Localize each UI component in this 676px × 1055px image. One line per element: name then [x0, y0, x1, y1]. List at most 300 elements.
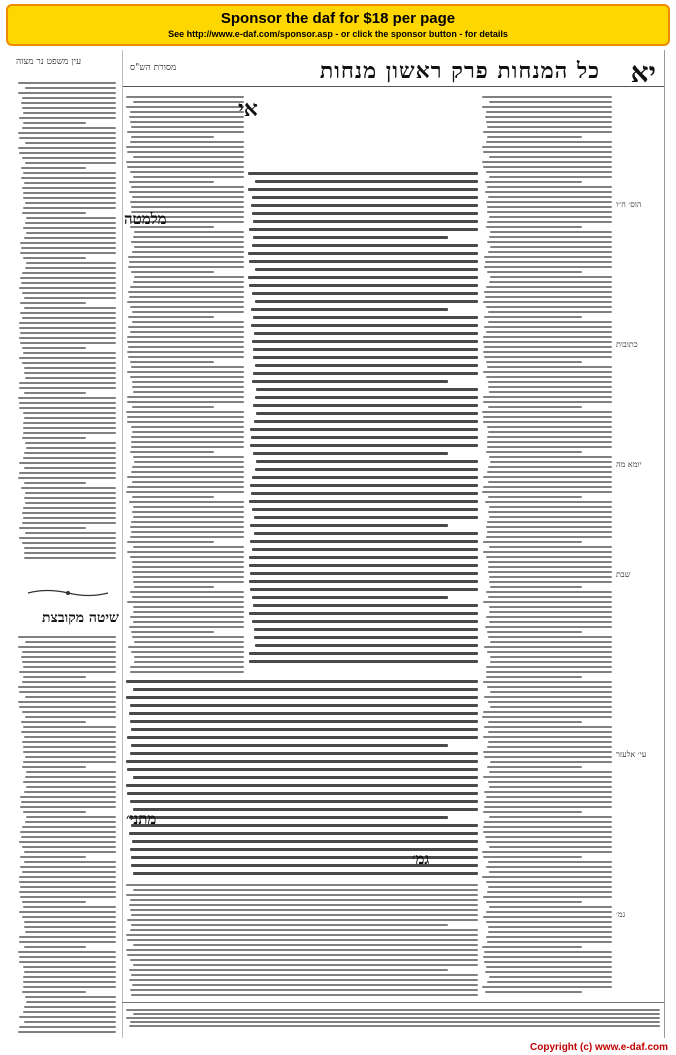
- text-line: [127, 341, 244, 343]
- text-line: [127, 601, 244, 603]
- text-line: [130, 306, 244, 308]
- text-line: [132, 251, 244, 253]
- text-line: [490, 461, 612, 463]
- text-line: [127, 919, 478, 921]
- text-line: [131, 126, 244, 128]
- text-line: [248, 252, 478, 255]
- text-line: [26, 217, 116, 219]
- text-line: [486, 331, 612, 333]
- text-line: [132, 386, 244, 388]
- text-line: [25, 821, 116, 823]
- text-line: [23, 781, 116, 783]
- text-line: [22, 826, 116, 828]
- text-line: [22, 741, 116, 743]
- text-line: [483, 401, 612, 403]
- text-line: [131, 426, 244, 428]
- text-line: [490, 656, 612, 658]
- text-line: [488, 731, 612, 733]
- text-line: [19, 527, 86, 529]
- text-line: [19, 287, 116, 289]
- text-line: [483, 341, 612, 343]
- text-line: [25, 87, 116, 89]
- text-line: [22, 542, 116, 544]
- text-line: [128, 326, 244, 328]
- text-line: [131, 521, 244, 523]
- text-line: [254, 420, 478, 423]
- text-line: [20, 277, 116, 279]
- text-line: [22, 651, 116, 653]
- text-line: [134, 276, 244, 278]
- text-line: [23, 517, 116, 519]
- text-line: [126, 760, 478, 763]
- text-line: [484, 256, 612, 258]
- text-line: [249, 580, 478, 583]
- text-line: [489, 456, 612, 458]
- text-line: [23, 412, 116, 414]
- text-line: [489, 101, 612, 103]
- text-line: [129, 296, 244, 298]
- text-line: [18, 397, 116, 399]
- text-line: [488, 431, 612, 433]
- text-line: [131, 531, 244, 533]
- text-line: [486, 201, 612, 203]
- text-line: [129, 1025, 660, 1027]
- text-line: [18, 686, 116, 688]
- text-line: [24, 307, 116, 309]
- text-line: [255, 644, 478, 647]
- text-line: [24, 791, 116, 793]
- text-line: [489, 516, 612, 518]
- text-line: [488, 481, 612, 483]
- text-line: [131, 924, 448, 926]
- text-line: [489, 621, 612, 623]
- text-line: [248, 276, 478, 279]
- text-line: [25, 756, 116, 758]
- text-line: [489, 156, 612, 158]
- gemara-text-lower: [126, 678, 478, 878]
- text-line: [483, 541, 582, 543]
- text-line: [131, 441, 244, 443]
- text-line: [18, 132, 116, 134]
- text-line: [129, 191, 244, 193]
- text-line: [253, 372, 478, 375]
- text-line: [130, 591, 244, 593]
- text-line: [249, 284, 478, 287]
- text-line: [20, 796, 116, 798]
- text-line: [486, 866, 612, 868]
- text-line: [130, 141, 244, 143]
- text-line: [255, 180, 478, 183]
- text-line: [252, 596, 448, 599]
- text-line: [129, 116, 244, 118]
- text-line: [134, 656, 244, 658]
- text-line: [487, 686, 612, 688]
- text-line: [485, 296, 612, 298]
- text-line: [23, 507, 116, 509]
- page-footer: [122, 1002, 664, 1033]
- text-line: [130, 899, 478, 901]
- text-line: [482, 491, 612, 493]
- text-line: [19, 407, 116, 409]
- text-line: [488, 721, 582, 723]
- text-line: [25, 532, 116, 534]
- text-line: [130, 361, 214, 363]
- text-line: [133, 391, 244, 393]
- text-line: [22, 512, 116, 514]
- text-line: [23, 666, 116, 668]
- text-line: [253, 404, 478, 407]
- text-line: [255, 396, 478, 399]
- text-line: [483, 736, 612, 738]
- text-line: [489, 281, 612, 283]
- text-line: [25, 502, 116, 504]
- text-line: [489, 871, 612, 873]
- text-line: [488, 511, 612, 513]
- text-line: [485, 991, 582, 993]
- text-line: [21, 177, 116, 179]
- text-line: [485, 181, 582, 183]
- text-line: [487, 446, 612, 448]
- text-line: [130, 666, 244, 668]
- text-line: [132, 466, 244, 468]
- text-line: [248, 172, 478, 175]
- text-line: [25, 641, 116, 643]
- text-line: [487, 941, 612, 943]
- text-line: [133, 688, 478, 691]
- text-line: [24, 946, 86, 948]
- text-line: [483, 396, 612, 398]
- text-line: [486, 361, 582, 363]
- text-line: [22, 292, 116, 294]
- text-line: [488, 571, 612, 573]
- text-line: [490, 586, 582, 588]
- text-line: [131, 446, 244, 448]
- text-line: [256, 412, 478, 415]
- text-line: [251, 492, 478, 495]
- text-line: [487, 531, 612, 533]
- text-line: [486, 286, 612, 288]
- text-line: [134, 461, 244, 463]
- text-line: [132, 481, 244, 483]
- text-line: [134, 661, 244, 663]
- text-line: [484, 756, 612, 758]
- text-line: [487, 746, 612, 748]
- text-line: [251, 308, 448, 311]
- text-line: [132, 596, 244, 598]
- text-line: [127, 954, 478, 956]
- text-line: [253, 236, 448, 239]
- text-line: [490, 231, 612, 233]
- text-line: [130, 451, 214, 453]
- text-line: [250, 428, 478, 431]
- text-line: [482, 851, 612, 853]
- text-line: [484, 961, 612, 963]
- text-line: [19, 137, 116, 139]
- text-line: [128, 356, 245, 358]
- text-line: [132, 496, 214, 498]
- page-frame: [12, 50, 665, 1038]
- text-line: [486, 536, 612, 538]
- text-line: [19, 941, 116, 943]
- text-line: [486, 376, 612, 378]
- text-line: [483, 131, 612, 133]
- text-line: [126, 106, 244, 108]
- text-line: [19, 462, 116, 464]
- text-line: [483, 301, 612, 303]
- text-line: [133, 808, 478, 811]
- text-line: [19, 936, 116, 938]
- text-line: [484, 346, 612, 348]
- text-line: [255, 268, 478, 271]
- text-line: [483, 151, 612, 153]
- text-line: [18, 82, 116, 84]
- text-line: [130, 286, 244, 288]
- text-line: [24, 372, 116, 374]
- text-line: [19, 706, 116, 708]
- text-line: [23, 906, 116, 908]
- text-line: [489, 546, 612, 548]
- text-line: [24, 557, 116, 559]
- text-line: [22, 901, 86, 903]
- text-line: [23, 197, 116, 199]
- text-line: [486, 556, 612, 558]
- text-line: [24, 297, 116, 299]
- text-line: [484, 316, 582, 318]
- text-line: [488, 406, 582, 408]
- text-line: [486, 841, 612, 843]
- text-line: [130, 704, 478, 707]
- text-line: [133, 621, 244, 623]
- text-line: [126, 1009, 660, 1011]
- text-line: [486, 676, 582, 678]
- text-line: [131, 744, 448, 747]
- text-line: [490, 661, 612, 663]
- text-line: [21, 731, 116, 733]
- text-line: [489, 216, 612, 218]
- text-line: [482, 96, 612, 98]
- text-line: [489, 786, 612, 788]
- text-line: [490, 246, 612, 248]
- text-line: [24, 237, 116, 239]
- text-line: [23, 981, 116, 983]
- text-line: [21, 167, 86, 169]
- text-line: [488, 561, 612, 563]
- text-line: [486, 591, 612, 593]
- text-line: [24, 392, 86, 394]
- tosafot-column: [482, 94, 612, 994]
- text-line: [126, 491, 244, 493]
- text-line: [19, 152, 116, 154]
- text-line: [19, 387, 116, 389]
- text-line: [26, 262, 116, 264]
- text-line: [130, 121, 244, 123]
- text-line: [486, 171, 612, 173]
- text-line: [130, 536, 244, 538]
- text-line: [127, 166, 244, 168]
- text-line: [250, 572, 478, 575]
- text-line: [130, 909, 478, 911]
- text-line: [487, 441, 612, 443]
- running-title: כל המנחות פרק ראשון מנחות: [319, 58, 600, 84]
- text-line: [249, 660, 478, 663]
- text-line: [256, 388, 478, 391]
- text-line: [249, 228, 478, 231]
- text-line: [18, 646, 116, 648]
- text-line: [25, 716, 116, 718]
- text-line: [489, 976, 612, 978]
- text-line: [249, 500, 478, 503]
- section-word: מלמטה: [124, 210, 167, 228]
- text-line: [130, 1021, 660, 1023]
- text-line: [133, 606, 244, 608]
- text-line: [126, 884, 478, 886]
- text-line: [22, 437, 86, 439]
- text-line: [252, 292, 478, 295]
- text-line: [485, 116, 612, 118]
- text-line: [253, 452, 448, 455]
- text-line: [250, 524, 448, 527]
- text-line: [127, 551, 244, 553]
- text-line: [22, 362, 116, 364]
- text-line: [23, 457, 116, 459]
- text-line: [131, 241, 244, 243]
- text-line: [25, 442, 116, 444]
- text-line: [133, 101, 244, 103]
- text-line: [132, 636, 244, 638]
- text-line: [126, 680, 478, 683]
- text-line: [23, 432, 116, 434]
- text-line: [253, 316, 478, 319]
- text-line: [483, 166, 612, 168]
- text-line: [488, 636, 612, 638]
- text-line: [482, 946, 582, 948]
- text-line: [132, 511, 244, 513]
- text-line: [20, 242, 116, 244]
- text-line: [24, 736, 116, 738]
- text-line: [129, 261, 244, 263]
- text-line: [253, 356, 478, 359]
- text-line: [128, 316, 214, 318]
- text-line: [19, 841, 116, 843]
- mishnah-label: מתני׳: [126, 810, 157, 828]
- text-line: [133, 546, 244, 548]
- text-line: [252, 196, 478, 199]
- text-line: [130, 556, 244, 558]
- text-line: [490, 641, 612, 643]
- text-line: [488, 496, 582, 498]
- text-line: [483, 896, 612, 898]
- text-line: [132, 406, 214, 408]
- text-line: [131, 914, 478, 916]
- text-line: [22, 661, 116, 663]
- text-line: [25, 996, 116, 998]
- text-line: [23, 676, 86, 678]
- text-line: [25, 142, 116, 144]
- text-line: [251, 324, 478, 327]
- text-line: [488, 701, 612, 703]
- text-line: [25, 696, 116, 698]
- text-line: [250, 484, 478, 487]
- text-line: [133, 516, 244, 518]
- text-line: [133, 889, 478, 891]
- text-line: [132, 321, 244, 323]
- text-line: [484, 696, 612, 698]
- text-line: [20, 831, 116, 833]
- text-line: [130, 752, 478, 755]
- side-column-title: עין משפט נר מצוה: [16, 57, 82, 67]
- text-line: [482, 106, 612, 108]
- text-line: [23, 1011, 116, 1013]
- text-line: [22, 347, 86, 349]
- text-line: [483, 916, 612, 918]
- text-line: [486, 226, 582, 228]
- text-line: [19, 891, 116, 893]
- text-line: [23, 207, 116, 209]
- text-line: [483, 336, 612, 338]
- text-line: [483, 486, 612, 488]
- commentary-bottom: [126, 882, 478, 998]
- text-line: [21, 836, 116, 838]
- sidebar-text: [18, 634, 116, 1034]
- text-line: [482, 716, 612, 718]
- text-line: [21, 247, 116, 249]
- text-line: [133, 176, 244, 178]
- text-line: [488, 381, 612, 383]
- text-line: [486, 921, 612, 923]
- text-line: [19, 671, 116, 673]
- text-line: [130, 671, 244, 673]
- text-line: [22, 681, 116, 683]
- side-references: [18, 80, 116, 560]
- text-line: [19, 956, 116, 958]
- text-line: [18, 147, 116, 149]
- text-line: [20, 312, 116, 314]
- text-line: [127, 131, 244, 133]
- text-line: [129, 904, 478, 906]
- header-rule: [122, 86, 664, 87]
- text-line: [129, 712, 478, 715]
- text-line: [487, 271, 582, 273]
- copyright-notice[interactable]: Copyright (c) www.e-daf.com: [530, 1042, 668, 1053]
- text-line: [254, 636, 478, 639]
- text-line: [250, 588, 479, 591]
- ornament-divider: [26, 588, 110, 598]
- text-line: [486, 796, 612, 798]
- text-line: [126, 784, 478, 787]
- text-line: [132, 381, 244, 383]
- text-line: [487, 891, 612, 893]
- text-line: [486, 526, 612, 528]
- text-line: [133, 576, 244, 578]
- text-line: [252, 212, 478, 215]
- text-line: [487, 471, 612, 473]
- text-line: [22, 766, 86, 768]
- text-line: [486, 936, 612, 938]
- text-line: [251, 436, 478, 439]
- text-line: [488, 386, 612, 388]
- text-line: [483, 601, 612, 603]
- text-line: [483, 826, 612, 828]
- text-line: [249, 260, 478, 263]
- text-line: [487, 766, 582, 768]
- text-line: [250, 444, 478, 447]
- text-line: [489, 581, 612, 583]
- sponsor-banner[interactable]: [6, 4, 670, 46]
- sponsor-subtitle[interactable]: See http://www.e-daf.com/sponsor.asp - or click the sponsor button - for details: [168, 29, 508, 39]
- text-line: [22, 212, 86, 214]
- text-line: [487, 436, 612, 438]
- text-line: [251, 204, 478, 207]
